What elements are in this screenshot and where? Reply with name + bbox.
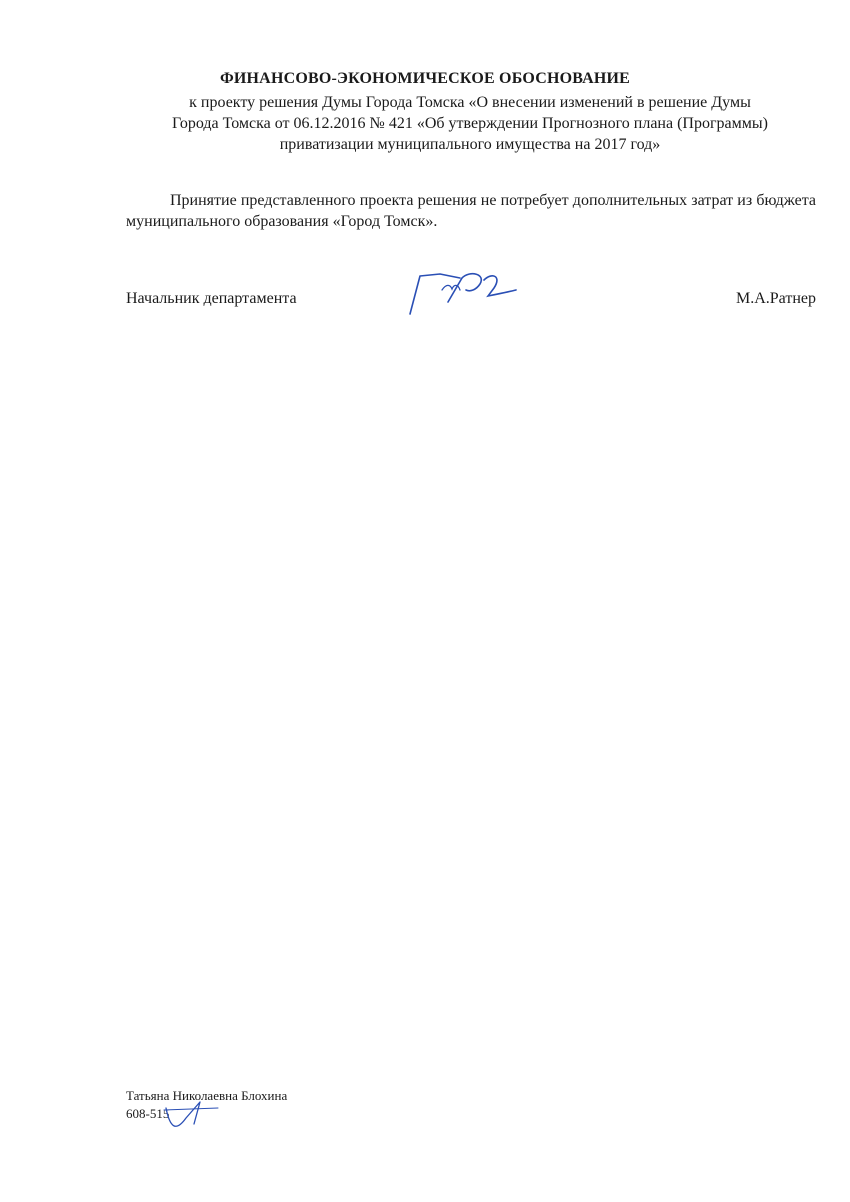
author-name: Татьяна Николаевна Блохина (126, 1088, 288, 1103)
handwritten-signature (400, 262, 520, 324)
body-paragraph: Принятие представленного проекта решения не потребует дополнительных затрат из бюджета муниципального образования «Город Томск». (126, 192, 816, 230)
signatory-role: Начальник департамента (126, 290, 297, 307)
document-title: ФИНАНСОВО-ЭКОНОМИЧЕСКОЕ ОБОСНОВАНИЕ (219, 70, 631, 87)
subtitle-line-2: Города Томска от 06.12.2016 № 421 «Об утверждении Прогнозного плана (Программы) (172, 115, 768, 132)
subtitle-line-1: к проекту решения Думы Города Томска «О внесении изменений в решение Думы (189, 94, 751, 111)
author-phone: 608-515 (126, 1106, 170, 1121)
handwritten-initials (162, 1098, 224, 1134)
signatory-name: М.А.Ратнер (735, 290, 816, 307)
subtitle-line-3: приватизации муниципального имущества на 2017 год» (279, 136, 661, 153)
